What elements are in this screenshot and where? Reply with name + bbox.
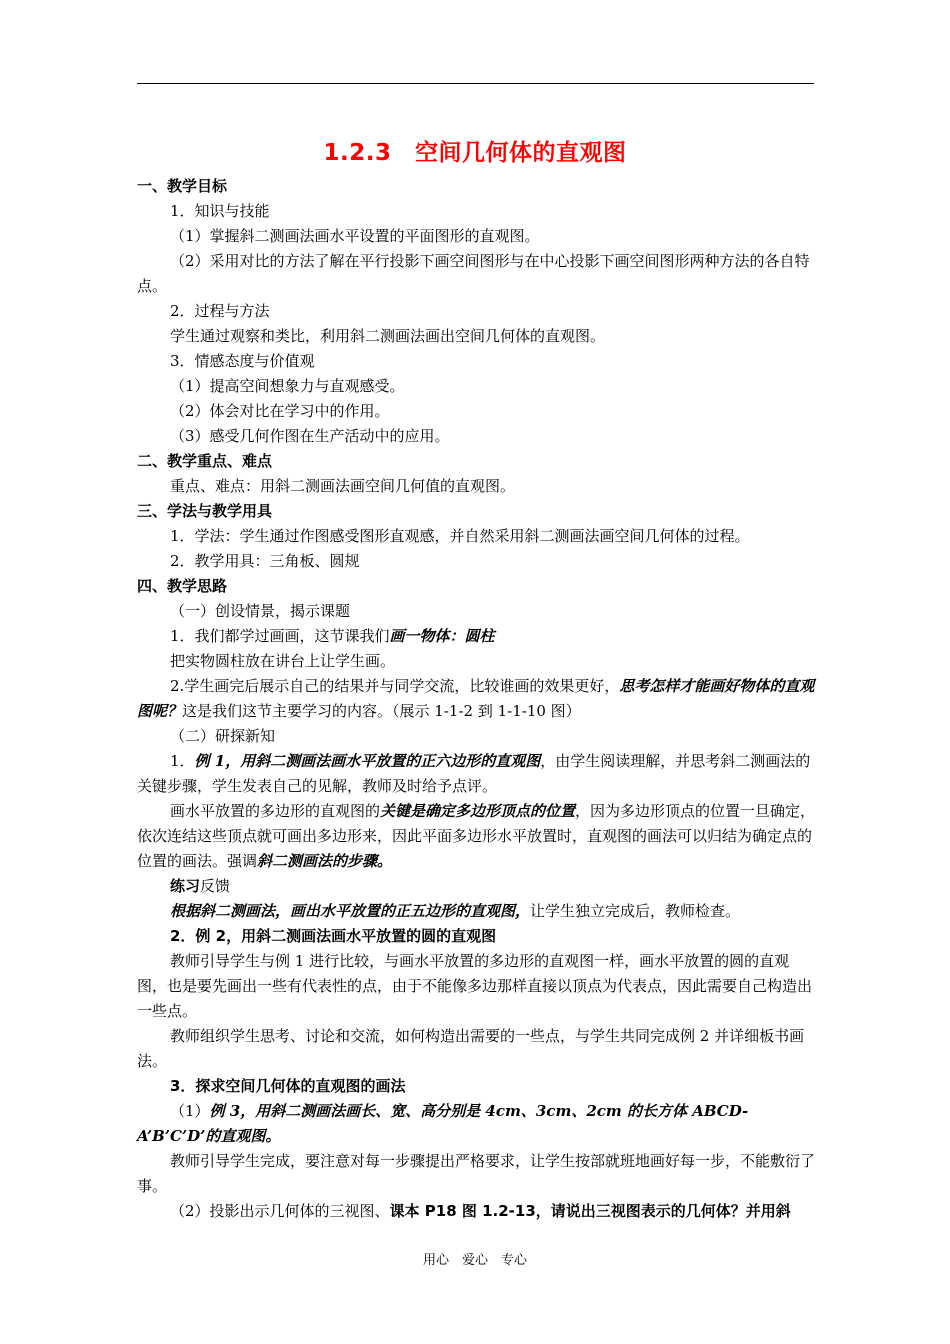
paragraph: 1．学法：学生通过作图感受图形直观感，并自然采用斜二测画法画空间几何体的过程。 (170, 527, 750, 545)
emphasis: 关键是确定多边形顶点的位置 (380, 802, 576, 820)
text-run: 1． (170, 752, 195, 770)
paragraph (137, 799, 816, 874)
page-title: 1.2.3 空间几何体的直观图 (323, 140, 627, 166)
text-run: （1） (170, 1102, 210, 1120)
paragraph: （2）体会对比在学习中的作用。 (170, 402, 390, 420)
paragraph (137, 749, 816, 799)
paragraph: 3．情感态度与价值观 (170, 352, 315, 370)
text-run: （2）投影出示几何体的三视图、 (170, 1202, 390, 1220)
paragraph: 1．知识与技能 (170, 202, 270, 220)
subheading: 3．探求空间几何体的直观图的画法 (170, 1077, 406, 1095)
text-run: 1．我们都学过画画，这节课我们 (170, 627, 390, 645)
emphasis: 课本 P18 图 1.2-13，请说出三视图表示的几何体？并用斜 (389, 1202, 791, 1220)
paragraph: （2）采用对比的方法了解在平行投影下画空间图形与在中心投影下画空间图形两种方法的各自特点。 (137, 252, 810, 295)
text-run: 这是我们这节主要学习的内容。（展示 1-1-2 到 1-1-10 图） (182, 702, 581, 720)
text-run: 反馈 (200, 877, 231, 895)
paragraph (137, 874, 816, 899)
paragraph: 教师组织学生思考、讨论和交流，如何构造出需要的一些点，与学生共同完成例 2 并详细板书画法。 (137, 1027, 805, 1070)
text-run: 让学生独立完成后，教师检查。 (530, 902, 741, 920)
text-run: ，由学生阅读理解，并思考斜二测画法的关键步骤，学生发表自己的见解，教师及时给予点评。 (137, 752, 811, 795)
emphasis: 练习 (170, 877, 201, 895)
document-body (137, 174, 816, 1224)
emphasis: 例 3，用斜二测画法画长、宽、高分别是 4cm、3cm、2cm 的长方体 ABCD-A’B’C’D’的直观图。 (137, 1102, 749, 1145)
paragraph: （1）提高空间想象力与直观感受。 (170, 377, 405, 395)
paragraph: （1）掌握斜二测画法画水平设置的平面图形的直观图。 (170, 227, 540, 245)
paragraph: （一）创设情景，揭示课题 (170, 602, 351, 620)
paragraph (137, 674, 816, 724)
paragraph: 2．教学用具：三角板、圆规 (170, 552, 360, 570)
paragraph: （3）感受几何作图在生产活动中的应用。 (170, 427, 450, 445)
emphasis: 思考怎样才能画好物体的直观图呢？ (137, 677, 815, 720)
emphasis: 根据斜二测画法，画出水平放置的正五边形的直观图， (170, 902, 531, 920)
paragraph: 学生通过观察和类比，利用斜二测画法画出空间几何体的直观图。 (170, 327, 606, 345)
paragraph (137, 899, 816, 924)
page-footer: 用心 爱心 专心 (422, 1253, 527, 1268)
paragraph: 把实物圆柱放在讲台上让学生画。 (170, 652, 396, 670)
paragraph: 2．过程与方法 (170, 302, 270, 320)
text-run: 画水平放置的多边形的直观图的 (170, 802, 381, 820)
emphasis: 例 1，用斜二测画法画水平放置的正六边形的直观图 (194, 752, 541, 770)
section-heading-objectives: 一、教学目标 (137, 177, 228, 195)
emphasis: 斜二测画法的步骤。 (257, 852, 393, 870)
text-run: ，因为多边形顶点的位置一旦确定，依次连结这些顶点就可画出多边形来，因此平面多边形水平放置时，直观图的画法可以归结为确定点的位置的画法。强调 (137, 802, 816, 870)
header-rule (137, 83, 814, 84)
paragraph: 重点、难点：用斜二测画法画空间几何值的直观图。 (170, 477, 516, 495)
section-heading-teaching-approach: 四、教学思路 (137, 577, 228, 595)
text-run: 2.学生画完后展示自己的结果并与同学交流，比较谁画的效果更好， (170, 677, 620, 695)
section-heading-methods-tools: 三、学法与教学用具 (137, 502, 273, 520)
paragraph: 教师引导学生与例 1 进行比较，与画水平放置的多边形的直观图一样，画水平放置的圆的直观图，也是要先画出一些有代表性的点，由于不能像多边那样直接以顶点为代表点，因此需要自己构造出一些点。 (137, 952, 813, 1020)
paragraph (137, 1099, 816, 1149)
paragraph: （二）研探新知 (170, 727, 276, 745)
paragraph: 教师引导学生完成，要注意对每一步骤提出严格要求，让学生按部就班地画好每一步，不能敷衍了事。 (137, 1152, 816, 1195)
section-heading-key-points: 二、教学重点、难点 (137, 452, 273, 470)
paragraph (137, 1199, 816, 1224)
paragraph (137, 624, 816, 649)
subheading: 2．例 2，用斜二测画法画水平放置的圆的直观图 (170, 927, 497, 945)
emphasis: 画一物体：圆柱 (389, 627, 495, 645)
